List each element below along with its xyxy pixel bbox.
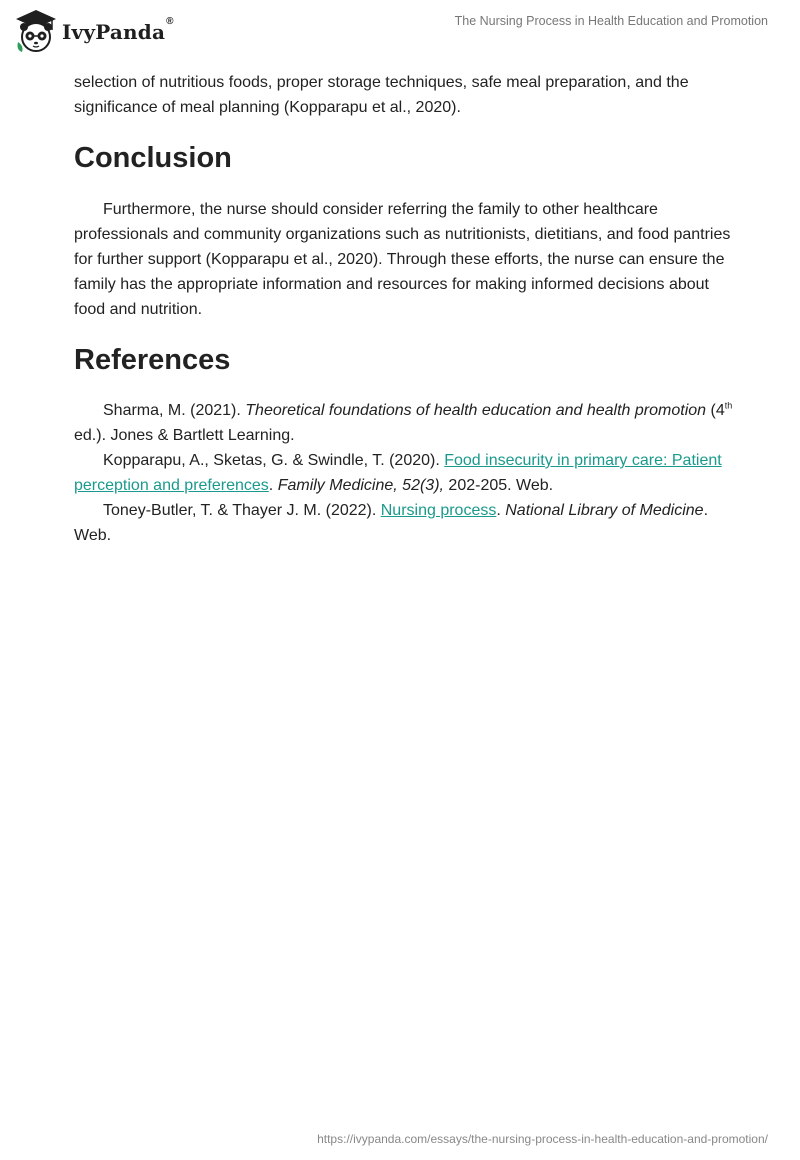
reference-edition-post: ed.). Jones & Bartlett Learning. [74,427,295,444]
brand-text: IvyPanda [62,20,166,44]
registered-mark: ® [166,16,174,27]
panda-graduate-icon [14,8,58,54]
reference-tail: . Web. [74,502,709,544]
reference-journal: Family Medicine, 52(3), [277,477,444,494]
ivypanda-logo[interactable] [14,8,174,54]
brand-name [62,16,174,44]
running-title: The Nursing Process in Health Education and Promotion [454,14,768,28]
reference-separator: . [268,477,278,494]
reference-separator: . [496,502,506,519]
reference-link-food-insecurity[interactable]: Food insecurity in primary care: Patient perception and preferences [74,452,722,494]
reference-edition-sup: th [724,400,733,411]
reference-item [74,448,734,498]
reference-authors: Sharma, M. (2021). [103,402,246,419]
reference-authors: Toney-Butler, T. & Thayer J. M. (2022). [103,502,381,519]
document-body [74,70,734,548]
references-heading: References [74,344,231,376]
reference-title: Theoretical foundations of health education and health promotion [245,402,707,419]
footer-url[interactable]: https://ivypanda.com/essays/the-nursing-process-in-health-education-and-promotion/ [317,1132,768,1146]
reference-tail: 202-205. Web. [443,477,554,494]
reference-authors: Kopparapu, A., Sketas, G. & Swindle, T. (2020). [103,452,445,469]
reference-edition-pre: (4 [706,402,725,419]
conclusion-paragraph: Furthermore, the nurse should consider referring the family to other healthcare professionals and community organizations such as nutritionists, dietitians, and food pantries for further support (Kopparapu et al., 2020). Through these efforts, the nurse can ensure the family has the appropriate information and resources for making informed decisions about food and nutrition. [74,201,731,318]
conclusion-heading: Conclusion [74,142,232,174]
reference-link-nursing-process[interactable]: Nursing process [380,502,497,519]
page-header [0,0,800,64]
reference-item [74,398,734,448]
continued-paragraph: selection of nutritious foods, proper storage techniques, safe meal preparation, and the significance of meal planning (Kopparapu et al., 2020). [74,74,689,116]
reference-journal: National Library of Medicine [505,502,704,519]
reference-item [74,498,734,548]
